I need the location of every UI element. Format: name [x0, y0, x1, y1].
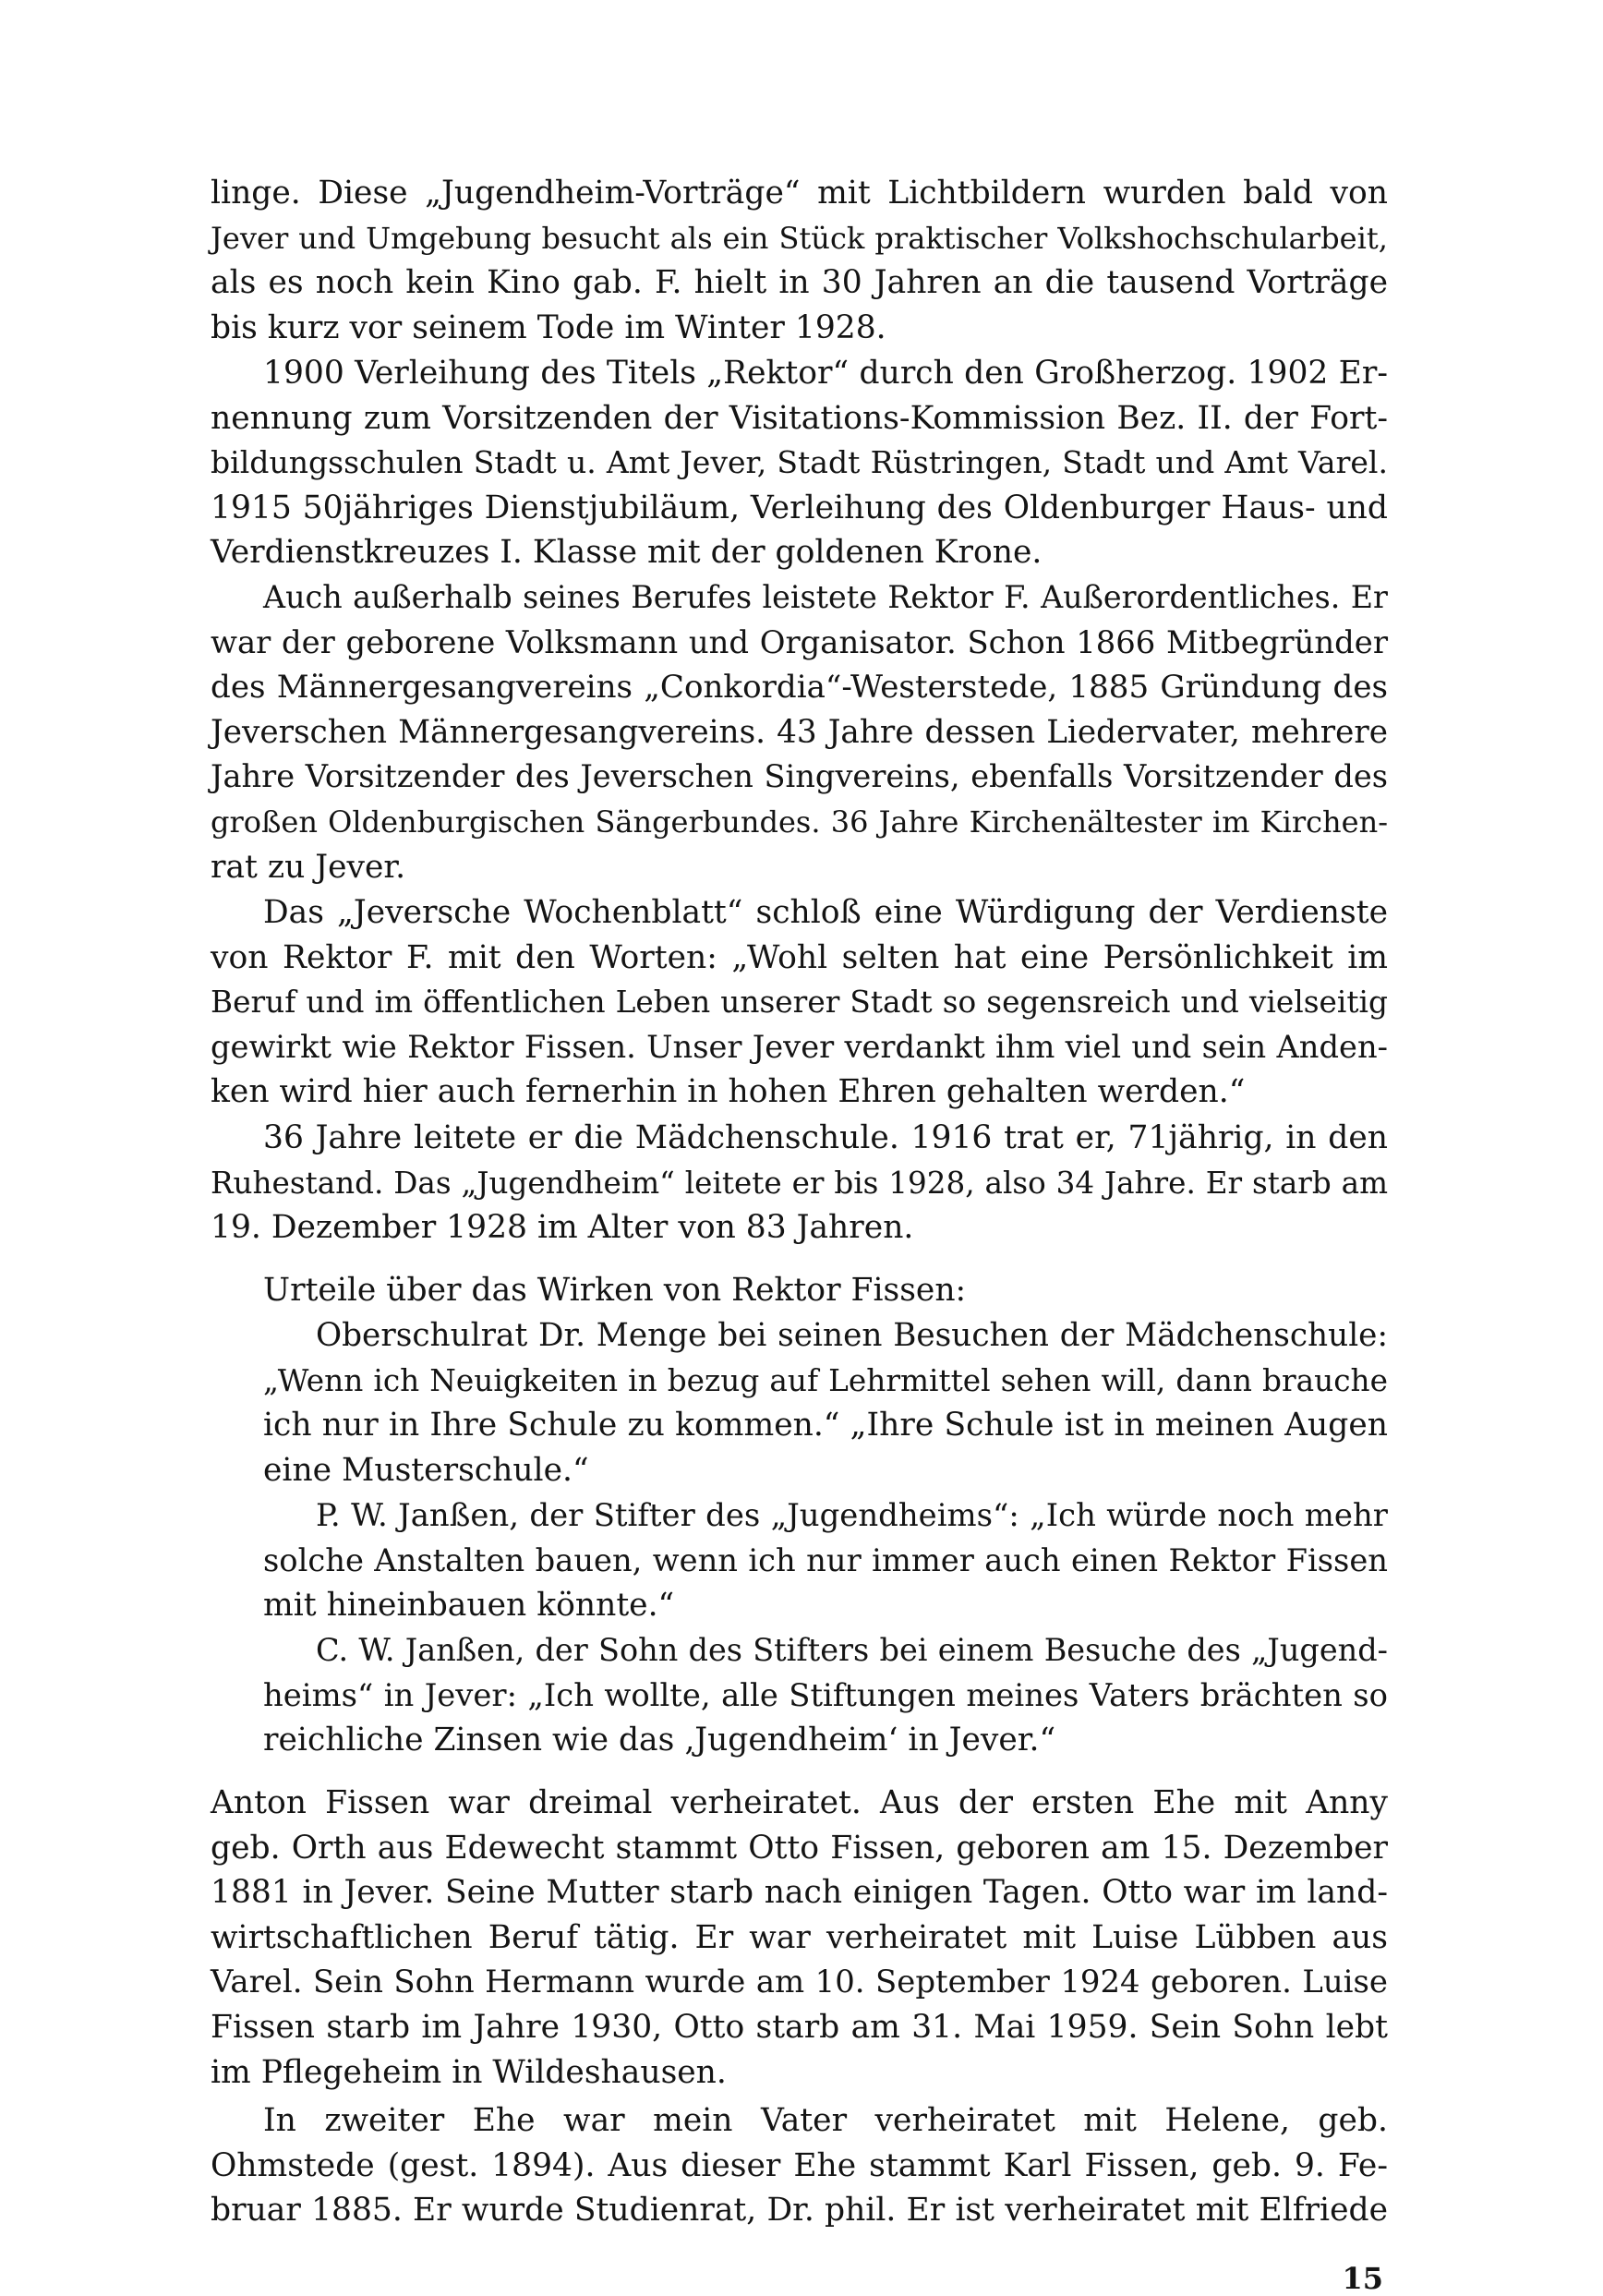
- quote-1: [263, 1313, 1388, 1492]
- text-line: reichliche Zinsen wie das ‚Jugendheim‘ in Jever.“: [263, 1722, 1056, 1759]
- text-line: eine Musterschule.“: [263, 1451, 589, 1489]
- text-line: nennung zum Vorsitzenden der Visitations-Kommission Bez. II. der Fort-: [211, 399, 1388, 437]
- text-line: des Männergesangvereins „Conkordia“-Westerstede, 1885 Gründung des: [211, 669, 1388, 707]
- text-line: bruar 1885. Er wurde Studienrat, Dr. phil. Er ist verheiratet mit Elfriede: [211, 2192, 1388, 2230]
- quote-3: [263, 1628, 1388, 1763]
- text-line: Varel. Sein Sohn Hermann wurde am 10. September 1924 geboren. Luise: [211, 1964, 1388, 2000]
- paragraph-4: [211, 890, 1388, 1115]
- text-line: gewirkt wie Rektor Fissen. Unser Jever verdankt ihm viel und sein Anden-: [211, 1028, 1388, 1065]
- text-line: „Wenn ich Neuigkeiten in bezug auf Lehrmittel sehen will, dann brauche: [263, 1362, 1388, 1398]
- text-line: wirtschaftlichen Beruf tätig. Er war verheiratet mit Luise Lübben aus: [211, 1918, 1388, 1956]
- text-line: Das „Jeversche Wochenblatt“ schloß eine Würdigung der Verdienste: [263, 894, 1388, 931]
- text-line: Jeverschen Männergesangvereins. 43 Jahre dessen Liedervater, mehrere: [211, 713, 1388, 751]
- text-line: mit hineinbauen könnte.“: [263, 1587, 675, 1625]
- text-line: Beruf und im öffentlichen Leben unserer Stadt so segensreich und vielseitig: [211, 985, 1388, 1021]
- text-line: Urteile über das Wirken von Rektor Fissen:: [263, 1272, 967, 1309]
- text-line: 19. Dezember 1928 im Alter von 83 Jahren.: [211, 1209, 914, 1247]
- text-line: Jever und Umgebung besucht als ein Stück praktischer Volkshochschularbeit,: [211, 220, 1388, 256]
- text-line: P. W. Janßen, der Stifter des „Jugendheims“: „Ich würde noch mehr: [316, 1497, 1388, 1533]
- text-line: C. W. Janßen, der Sohn des Stifters bei einem Besuche des „Jugend-: [316, 1632, 1388, 1668]
- text-line: linge. Diese „Jugendheim-Vorträge“ mit Lichtbildern wurden bald von: [211, 175, 1388, 211]
- paragraph-3: [211, 575, 1388, 889]
- text-line: 1881 in Jever. Seine Mutter starb nach einigen Tagen. Otto war im land-: [211, 1874, 1388, 1912]
- text-line: solche Anstalten bauen, wenn ich nur immer auch einen Rektor Fissen: [263, 1541, 1388, 1578]
- text-line: heims“ in Jever: „Ich wollte, alle Stiftungen meines Vaters brächten so: [263, 1676, 1388, 1713]
- text-line: Anton Fissen war dreimal verheiratet. Aus der ersten Ehe mit Anny: [211, 1784, 1388, 1821]
- text-line: großen Oldenburgischen Sängerbundes. 36 Jahre Kirchenältester im Kirchen-: [211, 804, 1388, 840]
- quotes-heading: [211, 1268, 1388, 1313]
- text-line: Ruhestand. Das „Jugendheim“ leitete er bis 1928, also 34 Jahre. Er starb am: [211, 1165, 1388, 1201]
- text-line: bildungsschulen Stadt u. Amt Jever, Stadt Rüstringen, Stadt und Amt Varel.: [211, 444, 1388, 481]
- text-line: Fissen starb im Jahre 1930, Otto starb am 31. Mai 1959. Sein Sohn lebt: [211, 2008, 1388, 2046]
- page-number: 15: [1342, 2261, 1383, 2296]
- text-line: 36 Jahre leitete er die Mädchenschule. 1916 trat er, 71jährig, in den: [263, 1119, 1388, 1156]
- text-line: ich nur in Ihre Schule zu kommen.“ „Ihre Schule ist in meinen Augen: [263, 1407, 1388, 1444]
- paragraph-5: [211, 1116, 1388, 1251]
- quote-2: [263, 1493, 1388, 1628]
- text-line: geb. Orth aus Edewecht stammt Otto Fissen, geboren am 15. Dezember: [211, 1829, 1388, 1867]
- text-line: 1900 Verleihung des Titels „Rektor“ durch den Großherzog. 1902 Er-: [263, 355, 1388, 392]
- text-line: Oberschulrat Dr. Menge bei seinen Besuchen der Mädchenschule:: [316, 1317, 1388, 1354]
- paragraph-6: [211, 1781, 1388, 2095]
- text-line: Jahre Vorsitzender des Jeverschen Singvereins, ebenfalls Vorsitzender des: [211, 758, 1388, 795]
- text-line: ken wird hier auch fernerhin in hohen Ehren gehalten werden.“: [211, 1073, 1246, 1111]
- text-line: Verdienstkreuzes I. Klasse mit der goldenen Krone.: [211, 534, 1043, 572]
- text-line: Ohmstede (gest. 1894). Aus dieser Ehe stammt Karl Fissen, geb. 9. Fe-: [211, 2146, 1388, 2184]
- paragraph-1: [211, 171, 1388, 350]
- text-line: war der geborene Volksmann und Organisator. Schon 1866 Mitbegründer: [211, 623, 1388, 660]
- text-line: als es noch kein Kino gab. F. hielt in 30 Jahren an die tausend Vorträge: [211, 264, 1388, 302]
- text-line: Auch außerhalb seines Berufes leistete Rektor F. Außerordentliches. Er: [263, 579, 1388, 615]
- text-line: rat zu Jever.: [211, 848, 406, 886]
- text-line: von Rektor F. mit den Worten: „Wohl selten hat eine Persönlichkeit im: [211, 938, 1388, 976]
- paragraph-2: [211, 351, 1388, 575]
- paragraph-7: [211, 2098, 1388, 2233]
- text-line: In zweiter Ehe war mein Vater verheiratet mit Helene, geb.: [263, 2102, 1388, 2139]
- text-line: bis kurz vor seinem Tode im Winter 1928.: [211, 308, 886, 346]
- text-line: im Pflegeheim in Wildeshausen.: [211, 2053, 727, 2091]
- text-line: 1915 50jähriges Dienstjubiläum, Verleihung des Oldenburger Haus- und: [211, 489, 1388, 526]
